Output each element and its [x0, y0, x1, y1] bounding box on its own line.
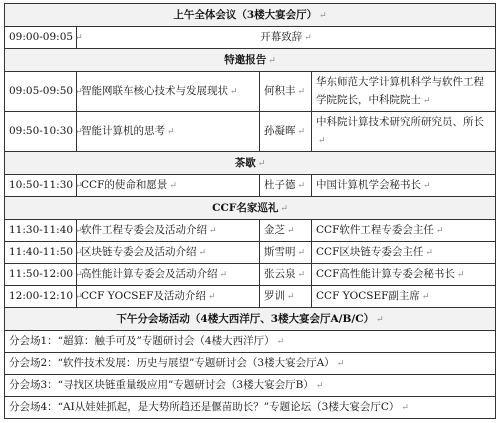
tea-header-row: 茶歇 ↵	[5, 152, 496, 175]
talk-affiliation: 中国计算机学会秘书长 ↵	[312, 175, 496, 197]
talk-affiliation: CCF软件工程专委会主任 ↵	[312, 220, 496, 242]
afternoon-header-row: 下午分会场活动（4楼大西洋厅、3楼大宴会厅A/B/C） ↵	[5, 308, 496, 331]
session-item: 分会场3：“寻找区块链重量级应用”专题研讨会（3楼大宴会厅B） ↵	[5, 375, 496, 397]
talk-topic: 区块链专委会及活动介绍 ↵	[77, 242, 260, 264]
talk-speaker: 罗训 ↵	[260, 286, 312, 308]
table-row	[5, 220, 496, 242]
talk-topic: CCF的使命和愿景 ↵	[77, 175, 260, 197]
talk-time: 11:40-11:50 ↵	[5, 242, 77, 264]
talk-speaker: 金芝 ↵	[260, 220, 312, 242]
session-item: 分会场2：“软件技术发展：历史与展望”专题研讨会（3楼大宴会厅A） ↵	[5, 353, 496, 375]
session-item: 分会场4：“AI从娃娃抓起，是大势所趋还是偃苗助长？”专题论坛（3楼大宴会厅C） ↵	[5, 397, 496, 419]
table-row	[5, 72, 496, 112]
talk-topic: CCF YOCSEF及活动介绍 ↵	[77, 286, 260, 308]
afternoon-title: 下午分会场活动（4楼大西洋厅、3楼大宴会厅A/B/C）	[116, 312, 375, 325]
talk-affiliation: CCF高性能计算专委会秘书长 ↵	[312, 264, 496, 286]
talk-time: 11:50-12:00 ↵	[5, 264, 77, 286]
talk-affiliation: 中科院计算技术研究所研究员、所长↵	[312, 112, 496, 152]
morning-header-row: 上午全体会议（3楼大宴会厅） ↵	[5, 4, 496, 27]
opening-time: 09:00-09:05 ↵	[5, 27, 77, 49]
talk-topic: 软件工程专委会及活动介绍 ↵	[77, 220, 260, 242]
talk-topic: 智能网联车核心技术与发展现状 ↵	[77, 72, 260, 112]
morning-title: 上午全体会议（3楼大宴会厅）	[173, 8, 318, 21]
talk-time: 09:50-10:30 ↵	[5, 112, 77, 152]
table-row	[5, 242, 496, 264]
talk-affiliation: CCF YOCSEF副主席 ↵	[312, 286, 496, 308]
tour-title: CCF名家巡礼	[212, 201, 279, 214]
opening-topic: 开幕致辞 ↵	[77, 27, 496, 49]
special-header-row: 特邀报告 ↵	[5, 49, 496, 72]
tour-header-row: CCF名家巡礼 ↵	[5, 197, 496, 220]
talk-topic: 智能计算机的思考 ↵	[77, 112, 260, 152]
list-item	[5, 397, 496, 419]
talk-affiliation: CCF区块链专委会主任 ↵	[312, 242, 496, 264]
tea-title: 茶歇	[234, 156, 256, 169]
special-title: 特邀报告	[224, 53, 267, 66]
list-item	[5, 375, 496, 397]
agenda-table	[4, 3, 496, 419]
table-row	[5, 264, 496, 286]
talk-topic: 高性能计算专委会及活动介绍 ↵	[77, 264, 260, 286]
talk-speaker: 斯雪明 ↵	[260, 242, 312, 264]
talk-speaker: 杜子德 ↵	[260, 175, 312, 197]
table-row	[5, 286, 496, 308]
talk-speaker: 何积丰 ↵	[260, 72, 312, 112]
talk-affiliation: 华东师范大学计算机科学与软件工程学院院长，中科院院士 ↵	[312, 72, 496, 112]
talk-speaker: 张云泉 ↵	[260, 264, 312, 286]
list-item	[5, 331, 496, 353]
talk-speaker: 孙凝晖 ↵	[260, 112, 312, 152]
talk-time: 09:05-09:50 ↵	[5, 72, 77, 112]
opening-row	[5, 27, 496, 49]
table-row	[5, 112, 496, 152]
table-row	[5, 175, 496, 197]
talk-time: 12:00-12:10 ↵	[5, 286, 77, 308]
talk-time: 10:50-11:30 ↵	[5, 175, 77, 197]
talk-time: 11:30-11:40 ↵	[5, 220, 77, 242]
session-item: 分会场1：“超算：触手可及”专题研讨会（4楼大西洋厅） ↵	[5, 331, 496, 353]
list-item	[5, 353, 496, 375]
